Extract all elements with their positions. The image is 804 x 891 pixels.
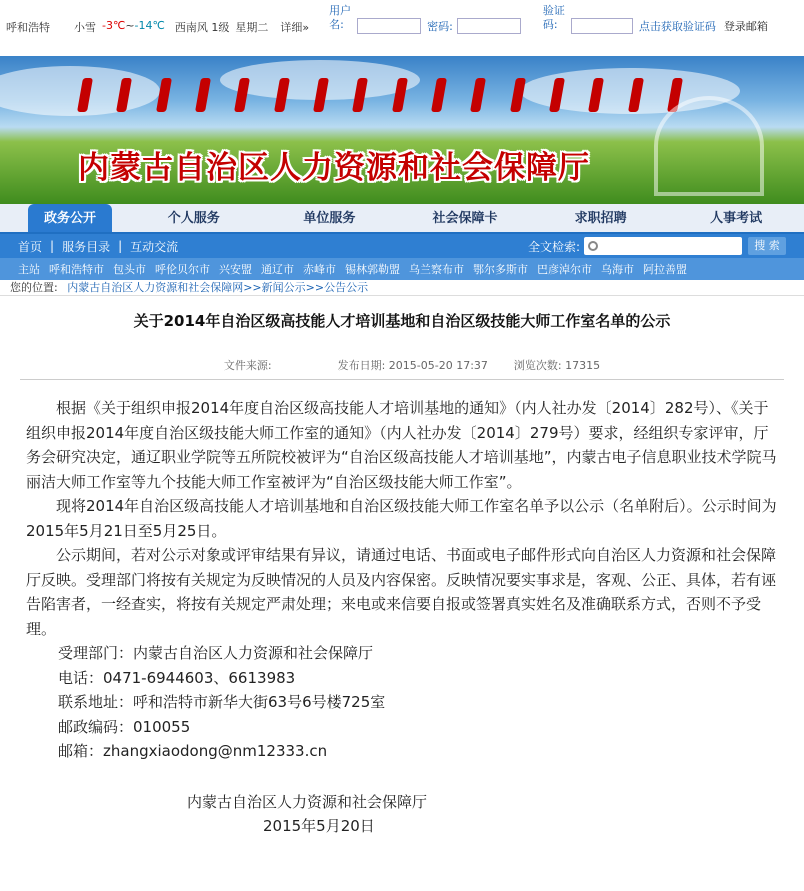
city-link[interactable]: 主站: [18, 263, 40, 276]
nav-tab-jobs[interactable]: 求职招聘: [574, 211, 627, 226]
article-meta: [0, 357, 804, 373]
breadcrumb-prefix: 您的位置:: [10, 281, 58, 294]
city-link[interactable]: 乌海市: [601, 263, 634, 276]
city-link[interactable]: 赤峰市: [303, 263, 336, 276]
username-label: 用户名:: [329, 4, 352, 31]
password-label: 密码:: [427, 20, 453, 33]
header-banner: [0, 56, 804, 204]
breadcrumb-path[interactable]: 内蒙古自治区人力资源和社会保障网>>新闻公示>>公告公示: [67, 281, 369, 294]
weather-condition: 小雪: [74, 21, 96, 34]
article-paragraph: 现将2014年自治区级高技能人才培训基地和自治区级技能大师工作室名单予以公示（名单附后）。公示时间为2015年5月21日至5月25日。: [26, 497, 777, 540]
city-links-bar: [0, 258, 804, 280]
article-body: [0, 380, 804, 764]
weather-temp: [102, 19, 165, 35]
temp-low: -14℃: [134, 19, 165, 32]
search-button[interactable]: 搜 索: [748, 237, 786, 255]
city-link[interactable]: 巴彦淖尔市: [537, 263, 592, 276]
signature-date: 2015年5月20日: [263, 816, 375, 835]
city-link[interactable]: 阿拉善盟: [643, 263, 687, 276]
city-link[interactable]: 呼和浩特市: [49, 263, 104, 276]
article-views: 浏览次数: 17315: [513, 359, 601, 372]
subnav-interaction[interactable]: 互动交流: [130, 239, 179, 254]
get-captcha-link[interactable]: 点击获取验证码: [638, 20, 716, 33]
signature-block: [0, 790, 804, 838]
contact-address: 联系地址：呼和浩特市新华大街63号6号楼725室: [58, 693, 386, 711]
username-input[interactable]: [357, 18, 421, 34]
nav-tab-personal[interactable]: 个人服务: [167, 211, 220, 226]
nav-tab-social-card[interactable]: 社会保障卡: [432, 211, 498, 226]
weather-city: 呼和浩特: [6, 21, 50, 34]
nav-tab-exam[interactable]: 人事考试: [710, 211, 763, 226]
password-input[interactable]: [457, 18, 521, 34]
subnav-divider: |: [50, 239, 55, 253]
city-link[interactable]: 呼伦贝尔市: [155, 263, 210, 276]
city-link[interactable]: 通辽市: [261, 263, 294, 276]
horse-head-icon: [654, 96, 764, 196]
contact-email: 邮箱：zhangxiaodong@nm12333.cn: [58, 742, 328, 760]
signature-org: 内蒙古自治区人力资源和社会保障厅: [187, 792, 428, 811]
city-link[interactable]: 包头市: [113, 263, 146, 276]
mail-login-button[interactable]: 登录邮箱: [723, 20, 768, 33]
login-form: [329, 4, 768, 34]
search-input[interactable]: [584, 237, 742, 255]
captcha-label: 验证码:: [542, 4, 565, 31]
weather-weekday: 星期二: [235, 21, 269, 34]
contact-phone: 电话：0471-6944603、6613983: [58, 668, 296, 687]
contact-dept: 受理部门：内蒙古自治区人力资源和社会保障厅: [58, 644, 374, 662]
temp-separator: ~: [125, 19, 135, 32]
city-link[interactable]: 锡林郭勒盟: [345, 263, 400, 276]
site-title: 内蒙古自治区人力资源和社会保障厅: [78, 150, 590, 186]
article-paragraph: 根据《关于组织申报2014年度自治区级高技能人才培训基地的通知》（内人社办发〔2014〕282号）、《关于组织申报2014年度自治区级技能大师工作室的通知》（内人社办发〔2014〕279号）要求，经组织专家评审，厅务会研究决定，通辽职业学院等五所院校被评为“自治区级高技能人才培训基地”，内蒙古电子信息职业技术学院马丽洁大师工作室等九个技能大师工作室被评为“自治区级技能大师工作室”。: [26, 399, 777, 491]
mongolian-script-logo: [80, 78, 680, 114]
contact-postcode: 邮政编码：010055: [58, 717, 191, 736]
subnav-home[interactable]: 首页: [18, 239, 43, 254]
article-source: 文件来源:: [223, 359, 272, 372]
subnav-service-directory[interactable]: 服务目录: [62, 239, 111, 254]
weather-detail-link[interactable]: 详细»: [280, 21, 310, 34]
captcha-input[interactable]: [571, 18, 633, 34]
search-icon: [588, 241, 598, 251]
fulltext-search: [528, 237, 786, 255]
main-nav: [0, 204, 804, 234]
sub-nav: [0, 234, 804, 258]
article-paragraph: 公示期间，若对公示对象或评审结果有异议，请通过电话、书面或电子邮件形式向自治区人力资源和社会保障厅反映。受理部门将按有关规定为反映情况的人员及内容保密。反映情况要实事求是，客观、公正、具体，若有诬告陷害者，一经查实，将按有关规定严肃处理；来电或来信要自报或签署真实姓名及准确联系方式，否则不予受理。: [26, 546, 777, 638]
search-label: 全文检索:: [527, 239, 580, 254]
breadcrumb: [0, 280, 804, 296]
weather-widget: [0, 4, 315, 35]
subnav-divider: |: [118, 239, 123, 253]
city-link[interactable]: 乌兰察布市: [409, 263, 464, 276]
city-link[interactable]: 兴安盟: [219, 263, 252, 276]
weather-wind: 西南风 1级: [174, 21, 230, 34]
nav-tab-zhengwu[interactable]: 政务公开: [28, 204, 112, 232]
top-bar: [0, 0, 804, 56]
city-link[interactable]: 鄂尔多斯市: [473, 263, 528, 276]
article-publish-date: 发布日期: 2015-05-20 17:37: [337, 359, 488, 372]
article-title: 关于2014年自治区级高技能人才培训基地和自治区级技能大师工作室名单的公示: [133, 312, 671, 330]
temp-high: -3℃: [102, 19, 126, 32]
nav-tab-employer[interactable]: 单位服务: [303, 211, 356, 226]
